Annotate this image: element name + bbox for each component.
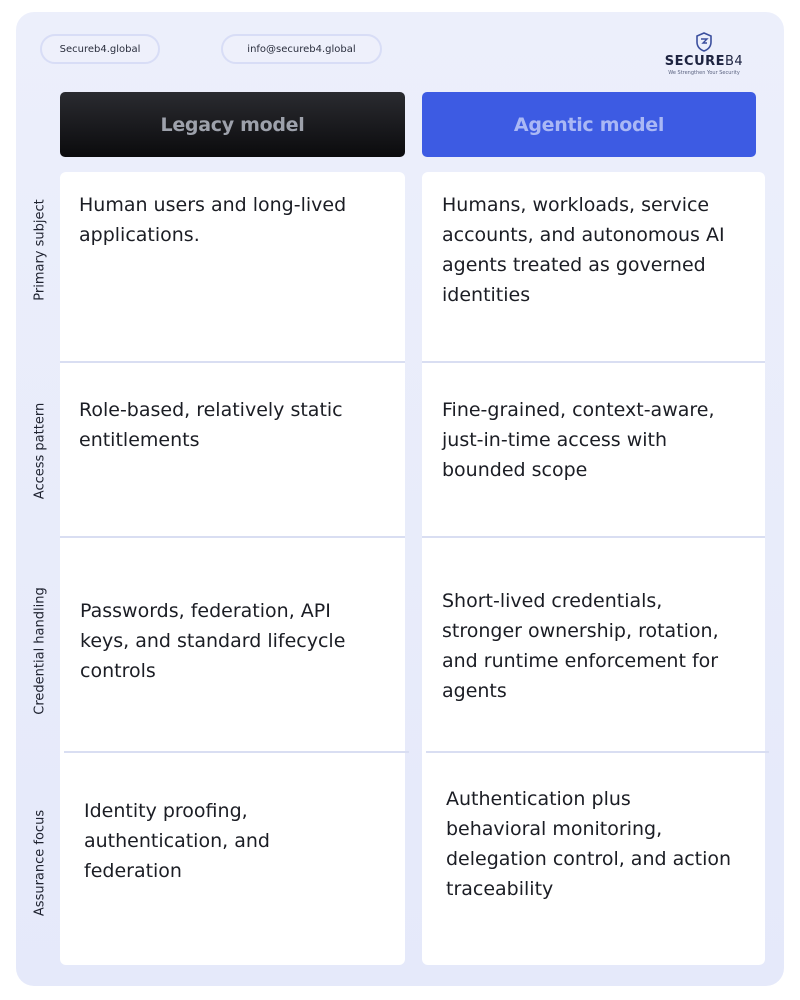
website-link[interactable] [40,34,160,64]
legacy-access-pattern: Role-based, relatively static entitlements [79,399,343,451]
agentic-credential-handling: Short-lived credentials, stronger ownership, rotation, and runtime enforcement for agents [442,590,719,702]
agentic-access-pattern: Fine-grained, context-aware, just-in-time access with bounded scope [442,399,715,481]
row-divider [422,536,765,538]
brand-logo [664,32,744,76]
agentic-assurance-focus: Authentication plus behavioral monitoring, delegation control, and action traceability [446,788,732,900]
legacy-model-header [60,92,405,157]
agentic-model-title: Agentic model [513,113,665,136]
brand-name: SECUREB4 [664,54,744,69]
legacy-assurance-focus: Identity proofing, authentication, and federation [84,800,270,882]
email-link[interactable] [221,34,382,64]
row-divider [64,751,409,753]
row-divider [60,536,405,538]
row-divider [426,751,769,753]
legacy-primary-subject: Human users and long-lived applications. [79,194,347,246]
legacy-credential-handling: Passwords, federation, API keys, and standard lifecycle controls [80,600,346,682]
legacy-model-title: Legacy model [160,113,305,136]
row-divider [60,361,405,363]
shield-icon [695,32,713,52]
agentic-primary-subject: Humans, workloads, service accounts, and autonomous AI agents treated as governed identities [442,194,725,306]
agentic-model-header [422,92,756,157]
row-divider [422,361,765,363]
email-text: info@secureb4.global [247,43,356,55]
website-text: Secureb4.global [59,43,141,55]
brand-tagline: We Strengthen Your Security [668,70,740,76]
